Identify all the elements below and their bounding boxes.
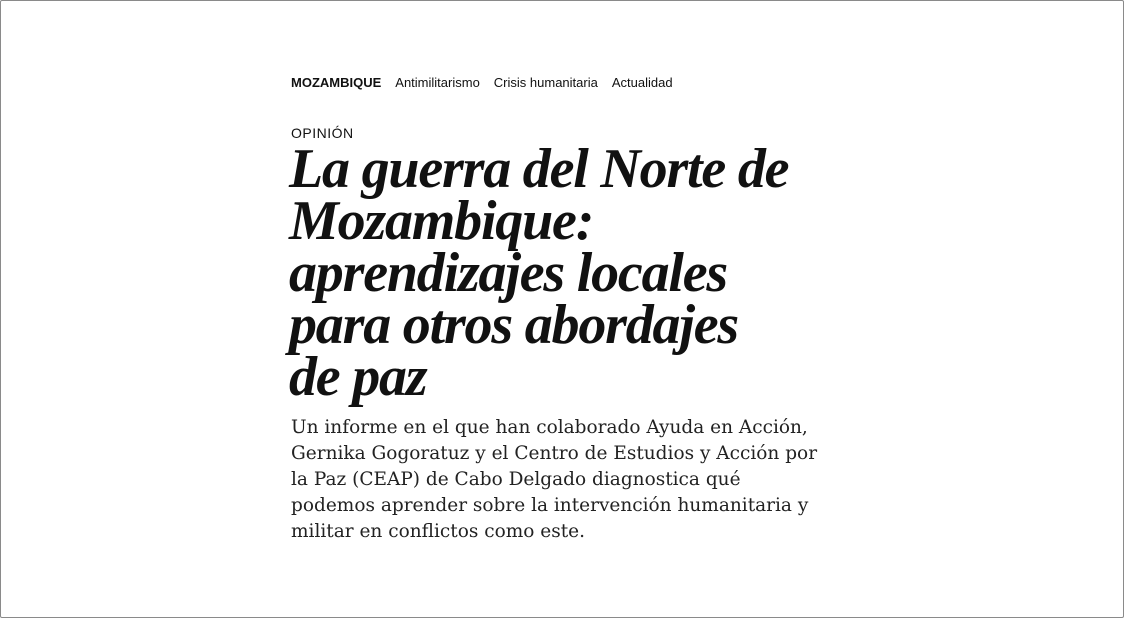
subtitle-line: Gernika Gogoratuz y el Centro de Estudios y Acción por — [291, 443, 818, 464]
tag-navigation — [291, 75, 673, 90]
article-title — [289, 138, 789, 408]
subtitle-line: militar en conflictos como este. — [291, 521, 585, 542]
article-subtitle — [291, 415, 817, 545]
tag-link-actualidad[interactable]: Actualidad — [611, 75, 673, 90]
tag-link-antimilitarismo[interactable]: Antimilitarismo — [395, 75, 480, 90]
subtitle-line: Un informe en el que han colaborado Ayuda en Acción, — [291, 417, 808, 438]
title-line: La guerra del Norte de — [289, 138, 789, 200]
title-line: para otros abordajes — [289, 294, 738, 356]
title-line: aprendizajes locales — [289, 242, 727, 304]
title-line: Mozambique: — [289, 190, 594, 252]
section-link-mozambique[interactable]: MOZAMBIQUE — [291, 75, 382, 90]
title-line: de paz — [289, 346, 427, 408]
article-kicker: OPINIÓN — [291, 125, 354, 141]
subtitle-line: podemos aprender sobre la intervención humanitaria y — [291, 495, 809, 516]
subtitle-line: la Paz (CEAP) de Cabo Delgado diagnostica qué — [291, 469, 741, 490]
tag-link-crisis-humanitaria[interactable]: Crisis humanitaria — [493, 75, 598, 90]
